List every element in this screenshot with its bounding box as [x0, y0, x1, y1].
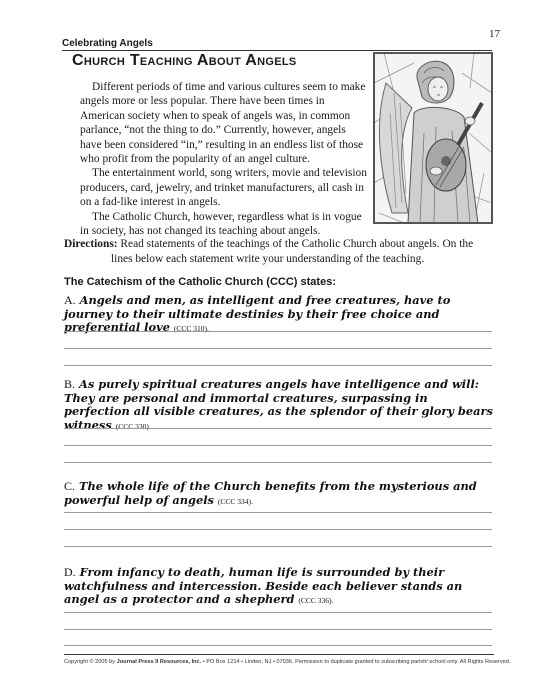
directions-label: Directions:	[64, 238, 118, 250]
answer-line[interactable]	[64, 629, 492, 630]
ccc-reference: (CCC 330).	[115, 421, 151, 431]
ccc-reference: (CCC 334).	[217, 496, 253, 506]
teaching-item-b	[64, 378, 494, 433]
answer-line[interactable]	[64, 331, 492, 332]
teaching-statement	[64, 480, 494, 508]
ccc-reference: (CCC 336).	[298, 596, 334, 605]
item-letter: A.	[64, 293, 76, 307]
item-letter: B.	[64, 377, 76, 391]
answer-line[interactable]	[64, 512, 492, 513]
answer-line[interactable]	[64, 645, 492, 646]
teaching-text: From infancy to death, human life is surrounded by their watchfulness and intercession. Beside each believer stands an angel as a protector and a shepherd	[64, 565, 463, 606]
answer-line[interactable]	[64, 445, 492, 446]
teaching-item-a	[64, 294, 494, 336]
footer-publisher: Journal Press II Resources, Inc.	[116, 659, 202, 665]
intro-paragraph: The Catholic Church, however, regardless what is in vogue in society, has not changed its teaching about angels.	[80, 210, 362, 238]
answer-line[interactable]	[64, 348, 492, 349]
intro-text	[80, 80, 370, 238]
catechism-heading: The Catechism of the Catholic Church (CCC) states:	[64, 276, 336, 288]
running-header: Celebrating Angels	[62, 38, 492, 51]
teaching-statement	[64, 566, 494, 608]
teaching-text: The whole life of the Church benefits from the mysterious and powerful help of angels	[64, 479, 477, 507]
intro-paragraph: Different periods of time and various cultures seem to make angels more or less popular. There have been times in American society when to speak of angels was, in common parlance, “not the thing to do.” Currently, however, angels have been considered “in,” resulting in an endless list of those who profit from the popularity of an angel culture.	[80, 81, 366, 166]
angel-musician-image	[374, 53, 492, 223]
answer-line[interactable]	[64, 428, 492, 429]
teaching-item-d	[64, 566, 494, 608]
item-letter: C.	[64, 479, 76, 493]
answer-line[interactable]	[64, 529, 492, 530]
directions	[64, 237, 494, 266]
answer-line[interactable]	[64, 546, 492, 547]
footer-prefix: Copyright © 2005 by	[64, 659, 117, 665]
answer-line[interactable]	[64, 462, 492, 463]
directions-text: lines below each statement write your understanding of the teaching.	[111, 252, 425, 265]
teaching-text: As purely spiritual creatures angels have intelligence and will: They are personal and immortal creatures, surpassing in perfection all visible creatures, as the splendor of their glory bears witness	[64, 377, 493, 432]
angel-illustration	[373, 52, 493, 224]
teaching-item-c	[64, 480, 494, 508]
footer-rest: • PO Box 1214 • Linden, NJ • 07036. Permission to duplicate granted to subscribing parish/ school only. All Rights Reserved.	[201, 659, 511, 665]
intro-paragraph: The entertainment world, song writers, movie and television producers, card, jewelry, and trinket manufacturers, all cash in on a fad-like interest in angels.	[80, 167, 367, 209]
teaching-statement	[64, 294, 494, 336]
ccc-reference: (CCC 310).	[173, 324, 209, 333]
copyright-footer	[64, 654, 511, 665]
page-number: 17	[489, 28, 500, 40]
directions-text: Read statements of the teachings of the Catholic Church about angels. On the	[117, 238, 474, 250]
answer-line[interactable]	[64, 612, 492, 613]
teaching-text: Angels and men, as intelligent and free creatures, have to journey to their ultimate destinies by their free choice and preferential love	[64, 293, 451, 334]
item-letter: D.	[64, 565, 76, 579]
answer-line[interactable]	[64, 365, 492, 366]
page-title: Church Teaching About Angels	[72, 52, 297, 69]
teaching-statement	[64, 378, 494, 433]
